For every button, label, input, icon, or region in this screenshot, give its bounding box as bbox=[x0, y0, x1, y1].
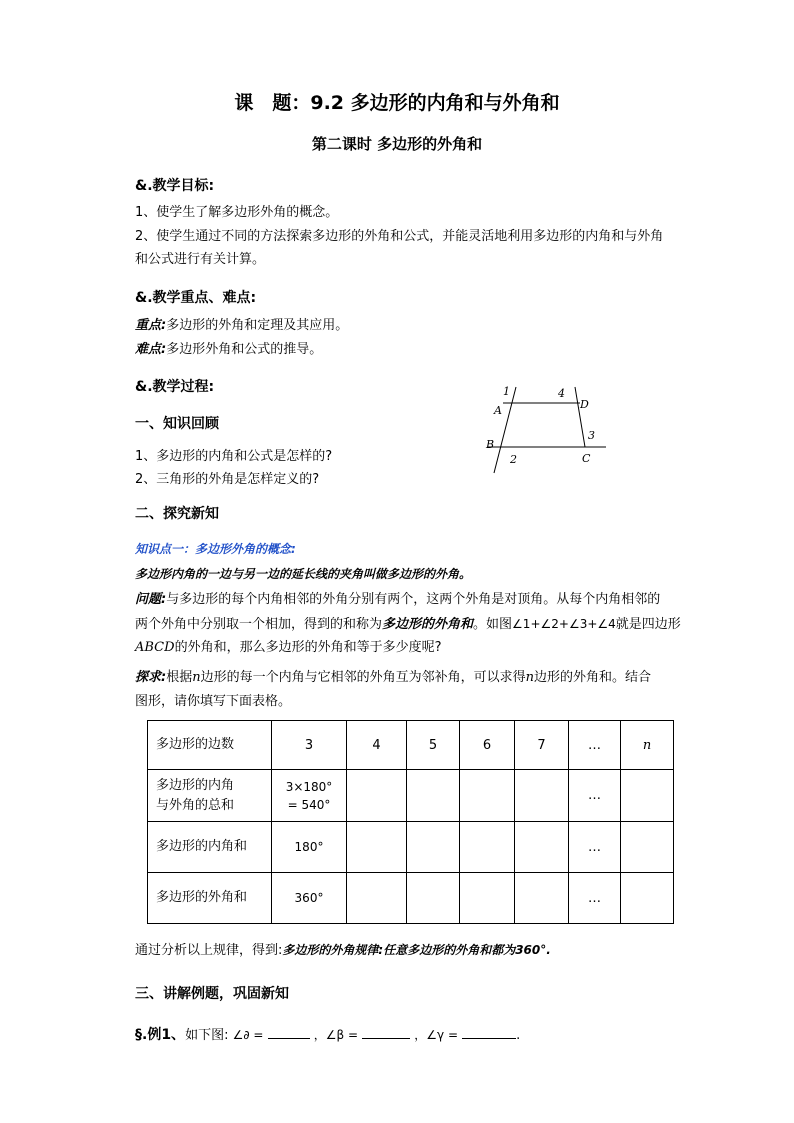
explore-n-2: n bbox=[525, 670, 534, 685]
table-row bbox=[148, 770, 674, 822]
header-cell-5: 5 bbox=[407, 721, 460, 770]
question-line-2 bbox=[135, 614, 681, 635]
table-cell bbox=[407, 873, 460, 924]
explore-line-1 bbox=[135, 668, 651, 688]
explore-text-1a: 根据 bbox=[166, 670, 193, 685]
key-point-line bbox=[135, 316, 348, 336]
question-line-1 bbox=[135, 590, 660, 610]
explore-text-1b: 边形的每一个内角与它相邻的外角互为邻补角，可以求得 bbox=[200, 670, 526, 685]
figure-label-2: 2 bbox=[510, 453, 517, 466]
angle-beta-blank[interactable] bbox=[362, 1026, 410, 1039]
objective-item-2-line-1: 2、使学生通过不同的方法探索多边形的外角和公式，并能灵活地利用多边形的内角和与外角 bbox=[135, 229, 664, 244]
question-text-3: 的外角和，那么多边形的外角和等于多少度呢? bbox=[174, 640, 442, 655]
table-cell bbox=[407, 770, 460, 822]
row-exterior-label: 多边形的外角和 bbox=[148, 873, 272, 924]
table-cell bbox=[515, 770, 569, 822]
angle-gamma-label: ，∠γ = bbox=[414, 1028, 459, 1042]
review-question-2: 2、三角形的外角是怎样定义的? bbox=[135, 472, 320, 487]
table-header-row bbox=[148, 721, 674, 770]
key-points-heading: &.教学重点、难点: bbox=[135, 290, 257, 306]
question-text-2a: 两个外角中分别取一个相加，得到的和称为 bbox=[135, 617, 383, 632]
example-1-label: §.例1、 bbox=[135, 1027, 186, 1043]
objective-item-2-line-2: 和公式进行有关计算。 bbox=[135, 252, 266, 267]
question-text-2b: 。如图 bbox=[473, 617, 513, 632]
question-line-3 bbox=[135, 638, 441, 658]
question-label: 问题: bbox=[135, 592, 167, 607]
header-cell-sides: 多边形的边数 bbox=[148, 721, 272, 770]
angle-alpha-blank[interactable] bbox=[268, 1026, 310, 1039]
figure-label-1: 1 bbox=[503, 385, 510, 398]
header-cell-n: n bbox=[621, 721, 674, 770]
explore-label: 探求: bbox=[135, 670, 167, 685]
exterior-angle-definition: 多边形内角的一边与另一边的延长线的夹角叫做多边形的外角。 bbox=[135, 567, 472, 581]
table-row bbox=[148, 822, 674, 873]
table-cell bbox=[621, 770, 674, 822]
explore-line-2: 图形，请你填写下面表格。 bbox=[135, 694, 292, 709]
section-explore: 二、探究新知 bbox=[135, 506, 219, 522]
exterior-angle-rule: 多边形的外角规律:任意多边形的外角和都为360°. bbox=[282, 943, 551, 957]
table-cell bbox=[407, 822, 460, 873]
figure-label-c: C bbox=[582, 452, 591, 465]
polygon-angle-table bbox=[147, 720, 674, 924]
table-cell bbox=[460, 873, 515, 924]
row-total-value-line-1: 3×180° bbox=[285, 779, 333, 794]
key-point-text: 多边形的外角和定理及其应用。 bbox=[166, 318, 349, 333]
row-total-value bbox=[272, 770, 347, 822]
header-cell-3: 3 bbox=[272, 721, 347, 770]
figure-label-4: 4 bbox=[558, 387, 565, 400]
conclusion-line bbox=[135, 940, 551, 961]
table-cell bbox=[460, 822, 515, 873]
row-total-label-line-1: 多边形的内角 bbox=[156, 777, 235, 793]
figure-label-d: D bbox=[580, 398, 589, 411]
line-dc-extended bbox=[575, 387, 585, 447]
question-text-2c: 就是四边形 bbox=[615, 617, 681, 632]
table-cell bbox=[347, 822, 407, 873]
row-total-label-line-2: 与外角的总和 bbox=[156, 797, 235, 813]
angle-alpha-label: ∠∂ = bbox=[232, 1028, 264, 1042]
difficulty-text: 多边形外角和公式的推导。 bbox=[166, 342, 323, 357]
example-1-end: . bbox=[516, 1028, 521, 1043]
section-knowledge-review: 一、知识回顾 bbox=[135, 416, 219, 432]
exterior-angle-sum-term: 多边形的外角和 bbox=[382, 617, 474, 632]
header-cell-ellipsis: … bbox=[569, 721, 621, 770]
example-1-text: 如下图: bbox=[185, 1028, 229, 1043]
header-cell-7: 7 bbox=[515, 721, 569, 770]
angle-beta-label: ，∠β = bbox=[313, 1028, 359, 1042]
table-cell bbox=[621, 822, 674, 873]
row-exterior-ellipsis: … bbox=[569, 873, 621, 924]
table-cell bbox=[621, 873, 674, 924]
objective-item-1: 1、使学生了解多边形外角的概念。 bbox=[135, 205, 339, 220]
row-interior-value: 180° bbox=[272, 822, 347, 873]
header-cell-4: 4 bbox=[347, 721, 407, 770]
figure-label-b: B bbox=[486, 438, 495, 451]
angle-gamma-blank[interactable] bbox=[462, 1026, 516, 1039]
table-row bbox=[148, 873, 674, 924]
difficulty-label: 难点: bbox=[135, 342, 167, 357]
table-cell bbox=[460, 770, 515, 822]
angle-sum-formula: ∠1+∠2+∠3+∠4 bbox=[512, 617, 616, 631]
page-title: 课 题：9.2 多边形的内角和与外角和 bbox=[234, 92, 560, 114]
row-total-label bbox=[148, 770, 272, 822]
example-1-line bbox=[135, 1025, 520, 1046]
row-interior-label: 多边形的内角和 bbox=[148, 822, 272, 873]
section-examples: 三、讲解例题，巩固新知 bbox=[135, 986, 289, 1002]
table-cell bbox=[347, 873, 407, 924]
quadrilateral-figure bbox=[470, 375, 620, 480]
row-exterior-value: 360° bbox=[272, 873, 347, 924]
explore-text-1c: 边形的外角和。结合 bbox=[533, 670, 651, 685]
table-cell bbox=[347, 770, 407, 822]
explore-n: n bbox=[192, 670, 201, 685]
objectives-heading: &.教学目标: bbox=[135, 178, 215, 194]
table-cell bbox=[515, 822, 569, 873]
quadrilateral-abcd: ABCD bbox=[135, 640, 175, 655]
difficulty-line bbox=[135, 340, 322, 360]
question-text-1: 与多边形的每个内角相邻的外角分别有两个，这两个外角是对顶角。从每个内角相邻的 bbox=[166, 592, 661, 607]
page-subtitle: 第二课时 多边形的外角和 bbox=[311, 135, 483, 153]
conclusion-prefix: 通过分析以上规律，得到: bbox=[135, 943, 283, 958]
knowledge-point-title: 知识点一：多边形外角的概念: bbox=[135, 542, 296, 556]
row-interior-ellipsis: … bbox=[569, 822, 621, 873]
figure-label-3: 3 bbox=[588, 429, 595, 442]
table-cell bbox=[515, 873, 569, 924]
row-total-ellipsis: … bbox=[569, 770, 621, 822]
key-point-label: 重点: bbox=[135, 318, 167, 333]
review-question-1: 1、多边形的内角和公式是怎样的? bbox=[135, 449, 333, 464]
process-heading: &.教学过程: bbox=[135, 379, 215, 395]
figure-label-a: A bbox=[494, 404, 502, 417]
header-cell-6: 6 bbox=[460, 721, 515, 770]
row-total-value-line-2: = 540° bbox=[287, 797, 331, 812]
